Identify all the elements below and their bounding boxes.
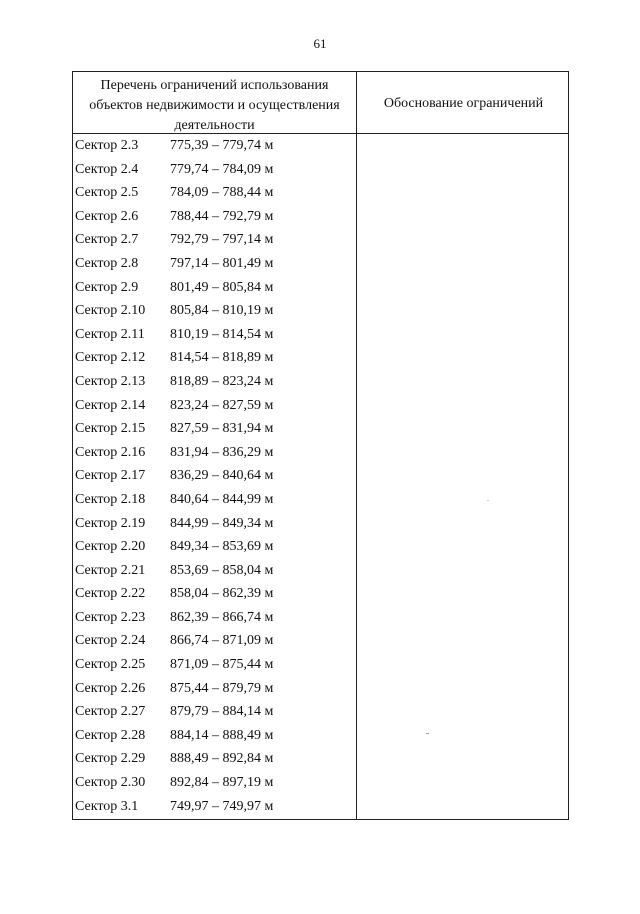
sector-name: Сектор 2.24 [75,633,146,649]
table-row [73,229,356,253]
column-divider [356,72,357,819]
sector-name: Сектор 2.5 [75,185,139,201]
sector-name: Сектор 2.10 [75,303,146,319]
sector-range: 823,24 – 827,59 м [170,397,274,413]
sector-name: Сектор 2.16 [75,444,146,460]
sector-range: 844,99 – 849,34 м [170,515,274,531]
sector-range: 875,44 – 879,79 м [170,680,274,696]
sector-range: 840,64 – 844,99 м [170,491,274,507]
sector-range: 827,59 – 831,94 м [170,421,274,437]
header-justification: Обоснование ограничений [383,96,544,111]
sector-name: Сектор 2.23 [75,609,146,625]
sector-range: 784,09 – 788,44 м [170,185,274,201]
sector-name: Сектор 2.13 [75,373,146,389]
header-restrictions-list [73,76,356,136]
sector-range: 810,19 – 814,54 м [170,326,274,342]
table-row [73,772,356,796]
sector-name: Сектор 2.27 [75,704,146,720]
sector-range: 879,79 – 884,14 м [170,704,274,720]
header-left-line: деятельности [174,118,255,133]
sector-name: Сектор 2.29 [75,751,146,767]
table-row [73,159,356,183]
sector-range: 801,49 – 805,84 м [170,279,274,295]
table-header [73,72,568,134]
header-left-line: объектов недвижимости и осуществления [89,98,340,113]
sector-name: Сектор 2.14 [75,397,146,413]
scan-speck [426,733,429,734]
sector-range: 797,14 – 801,49 м [170,255,274,271]
table-row [73,536,356,560]
sector-range: 779,74 – 784,09 м [170,161,274,177]
sector-range: 853,69 – 858,04 м [170,562,274,578]
sector-name: Сектор 2.28 [75,727,146,743]
sector-name: Сектор 2.9 [75,279,139,295]
page-number: 61 [313,36,327,51]
sector-range: 805,84 – 810,19 м [170,303,274,319]
sector-name: Сектор 2.6 [75,208,139,224]
table-row [73,253,356,277]
sector-range: 888,49 – 892,84 м [170,751,274,767]
table-row [73,513,356,537]
sector-name: Сектор 2.26 [75,680,146,696]
sector-range: 749,97 – 749,97 м [170,798,274,814]
sector-name: Сектор 2.7 [75,232,139,248]
table-row [73,371,356,395]
table-row [73,206,356,230]
sector-range: 862,39 – 866,74 м [170,609,274,625]
sector-range: 871,09 – 875,44 м [170,657,274,673]
table-row [73,135,356,159]
sector-range: 858,04 – 862,39 м [170,586,274,602]
sector-name: Сектор 2.11 [75,326,145,342]
sector-name: Сектор 2.22 [75,586,146,602]
sector-name: Сектор 2.17 [75,468,146,484]
sector-range: 836,29 – 840,64 м [170,468,274,484]
sector-range: 866,74 – 871,09 м [170,633,274,649]
sector-name: Сектор 2.12 [75,350,146,366]
sector-name: Сектор 2.19 [75,515,146,531]
sector-name: Сектор 2.18 [75,491,146,507]
table-row [73,725,356,749]
sector-name: Сектор 2.8 [75,255,139,271]
sector-range: 788,44 – 792,79 м [170,208,274,224]
sector-name: Сектор 2.3 [75,138,139,153]
sector-range: 792,79 – 797,14 м [170,232,274,248]
sector-name: Сектор 2.30 [75,775,146,791]
table-row [73,583,356,607]
table-row [73,395,356,419]
table-rows [73,135,356,819]
table-row [73,418,356,442]
sector-name: Сектор 2.4 [75,161,139,177]
sector-name: Сектор 2.20 [75,539,146,555]
table-row [73,277,356,301]
table-row [73,678,356,702]
table-row [73,796,356,820]
table-row [73,701,356,725]
sector-range: 775,39 – 779,74 м [170,138,274,153]
sector-range: 849,34 – 853,69 м [170,539,274,555]
table-row [73,347,356,371]
table-row [73,300,356,324]
sector-range: 831,94 – 836,29 м [170,444,274,460]
header-left-line: Перечень ограничений использования [100,78,329,93]
table-row [73,489,356,513]
table-row [73,630,356,654]
sector-name: Сектор 2.15 [75,421,146,437]
sector-range: 818,89 – 823,24 м [170,373,274,389]
table-row [73,748,356,772]
sector-range: 814,54 – 818,89 м [170,350,274,366]
sector-name: Сектор 3.1 [75,798,139,814]
sector-range: 892,84 – 897,19 м [170,775,274,791]
table-row [73,324,356,348]
sector-name: Сектор 2.25 [75,657,146,673]
table-row [73,654,356,678]
restrictions-table [72,71,569,820]
scan-speck [487,500,489,501]
table-row [73,465,356,489]
table-row [73,560,356,584]
sector-name: Сектор 2.21 [75,562,146,578]
table-row [73,607,356,631]
sector-range: 884,14 – 888,49 м [170,727,274,743]
table-row [73,182,356,206]
table-row [73,442,356,466]
